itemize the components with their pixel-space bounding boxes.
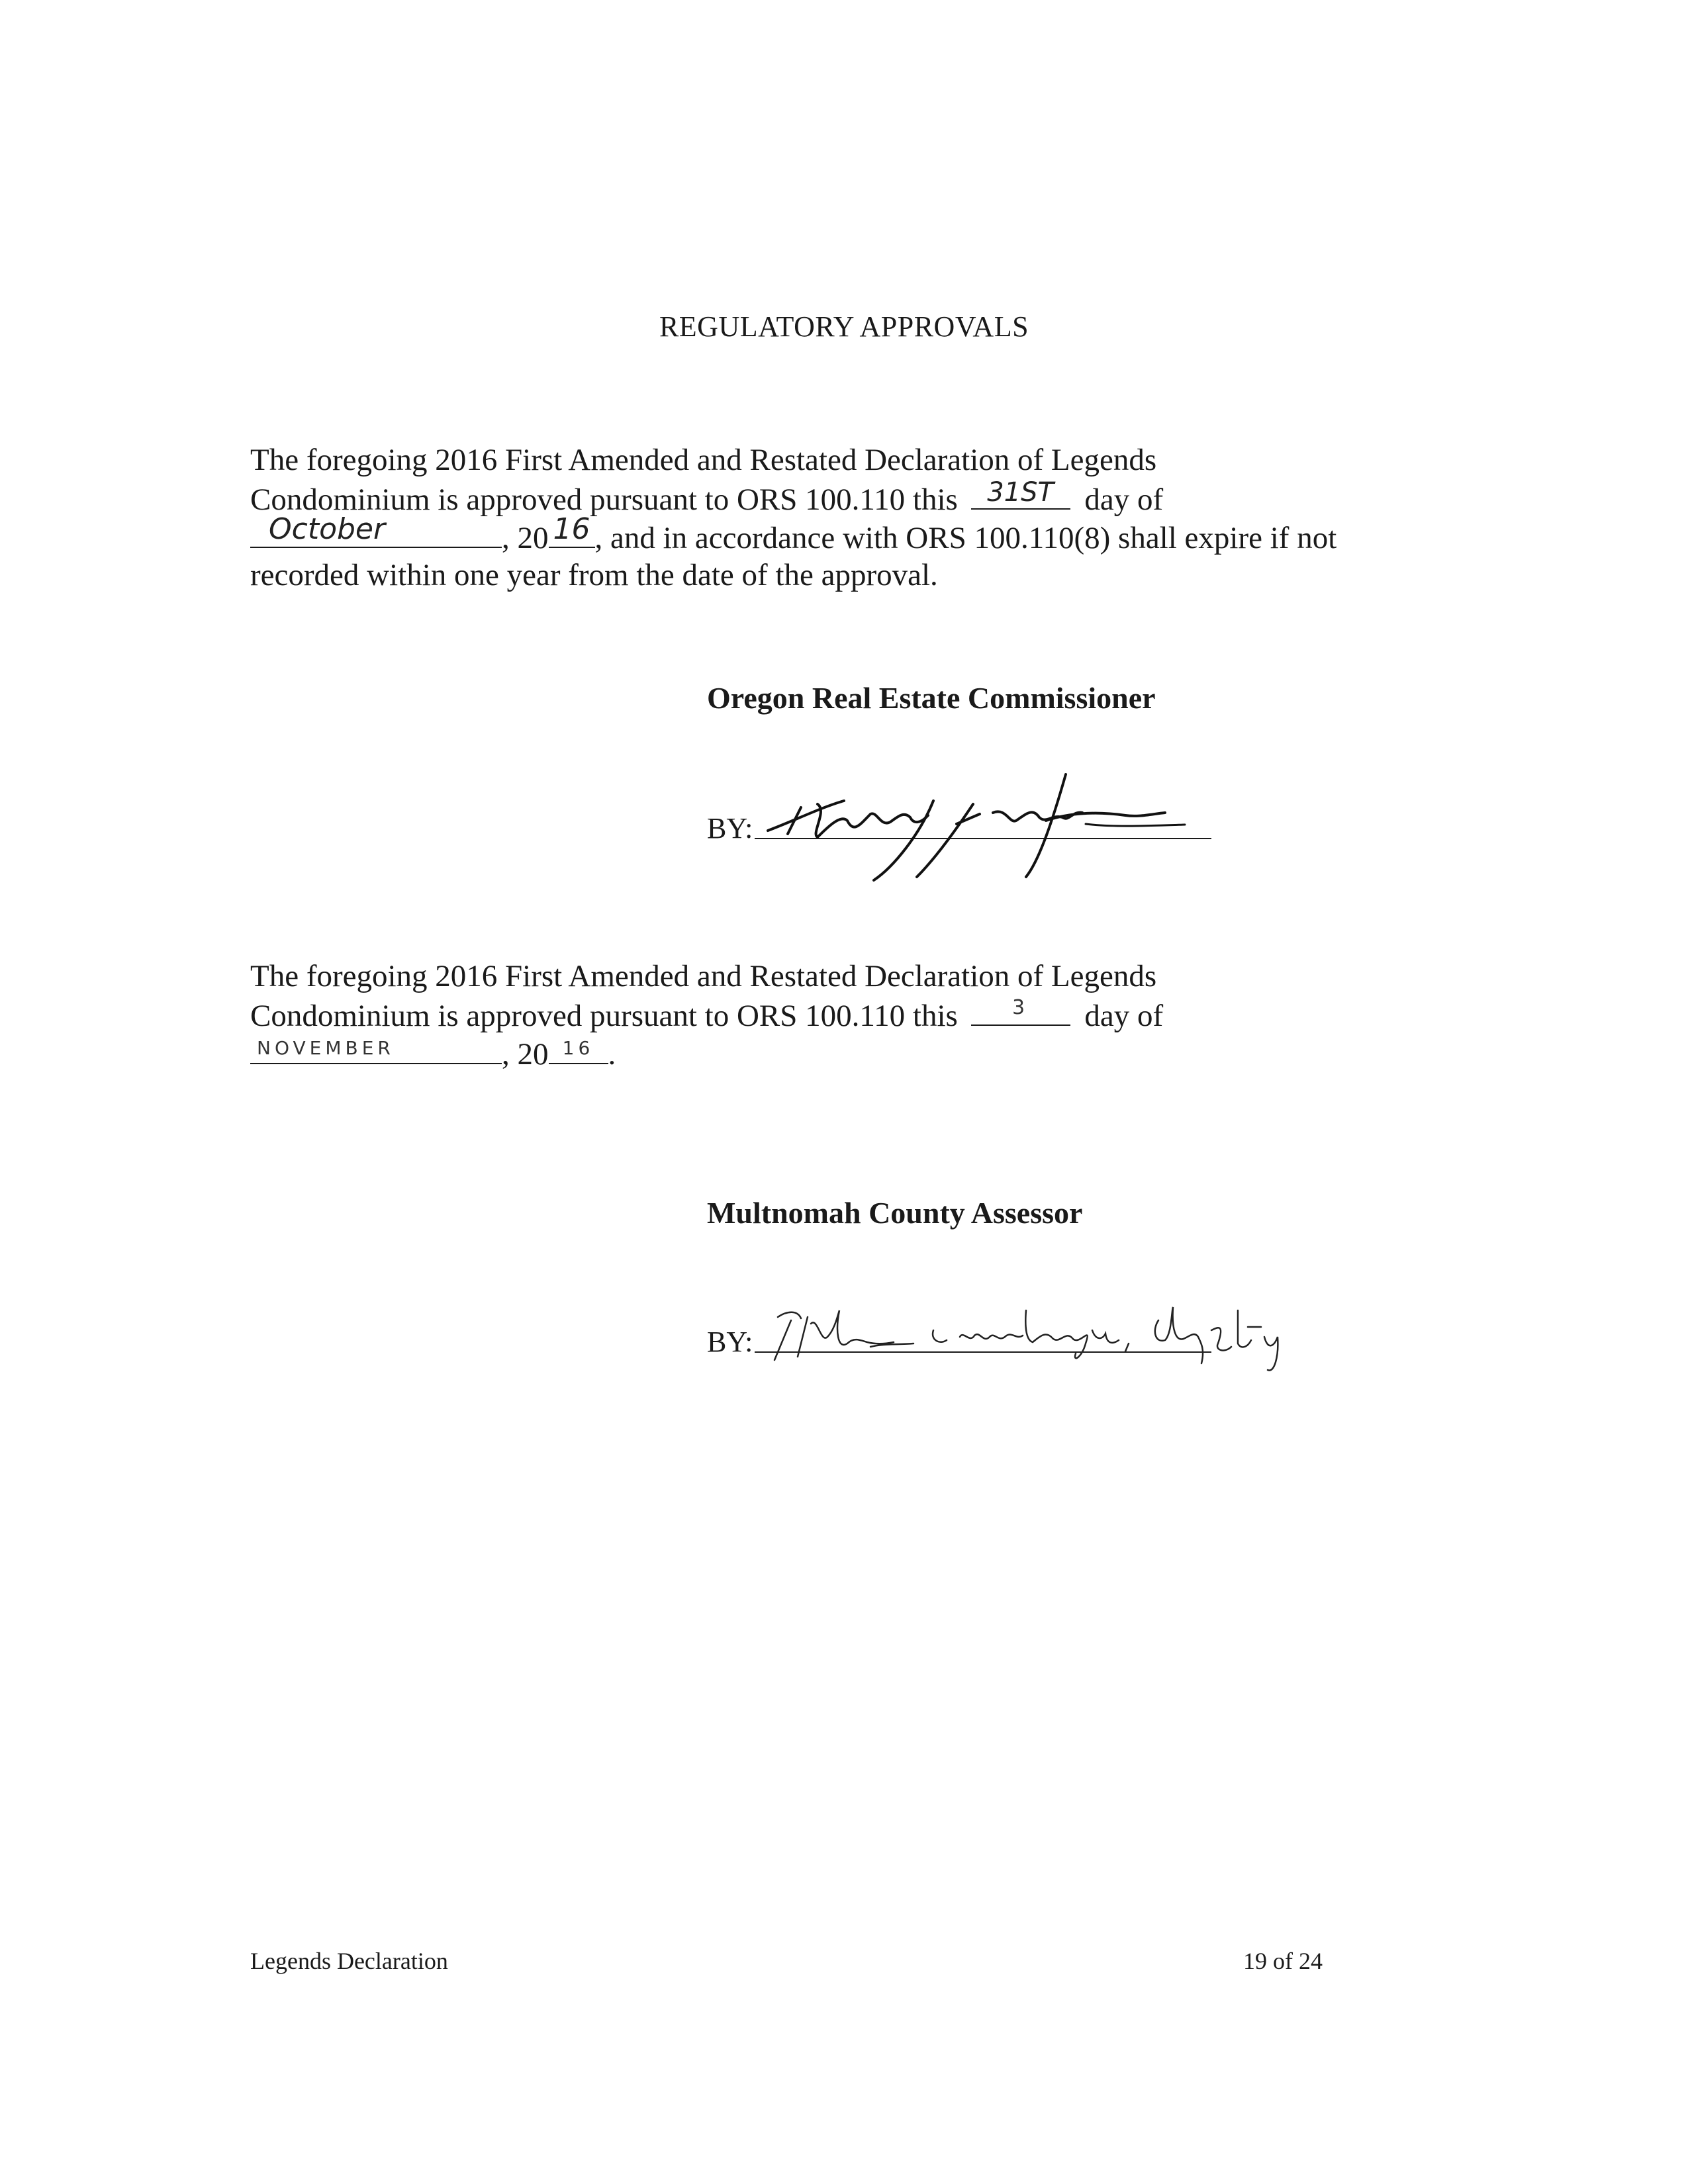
footer-page-number: 19 of 24 <box>1243 1948 1323 1974</box>
approval-1-line-3 <box>250 512 1508 556</box>
approval-1-line-1: The foregoing 2016 First Amended and Restated Declaration of Legends <box>250 443 1157 477</box>
month-blank-2[interactable] <box>250 1034 502 1064</box>
by-label: BY: <box>707 812 753 844</box>
handwritten-day: 31ST <box>987 477 1054 508</box>
handwritten-year: 16 <box>553 512 590 546</box>
day-blank-2[interactable] <box>971 995 1070 1026</box>
approval-2-day-of: day of <box>1084 999 1164 1033</box>
approval-1-day-of: day of <box>1084 482 1164 517</box>
approval-1-line-4: recorded within one year from the date of the approval. <box>250 558 938 592</box>
approval-paragraph-1 <box>250 441 1508 594</box>
handwritten-day-2: 3 <box>1012 996 1029 1019</box>
approval-paragraph-2 <box>250 957 1508 1072</box>
approval-2-line-3 <box>250 1034 1508 1072</box>
approval-2-line-1: The foregoing 2016 First Amended and Restated Declaration of Legends <box>250 959 1157 993</box>
approval-2-year-prefix: , 20 <box>502 1037 549 1071</box>
approval-1-line-2-prefix: Condominium is approved pursuant to ORS 100.110 this <box>250 482 958 517</box>
approval-1-line-3-suffix: , and in accordance with ORS 100.110(8) shall expire if not <box>594 521 1337 555</box>
signer-title-assessor: Multnomah County Assessor <box>707 1196 1083 1230</box>
month-blank[interactable] <box>250 512 502 548</box>
by-label-2: BY: <box>707 1326 753 1358</box>
signature-row-assessor <box>707 1325 753 1359</box>
handwritten-month: October <box>269 512 386 546</box>
signature-row-commissioner <box>707 811 753 845</box>
day-blank[interactable] <box>971 479 1070 510</box>
approval-2-line-2-prefix: Condominium is approved pursuant to ORS 100.110 this <box>250 999 958 1033</box>
signature-assessor-image <box>761 1291 1383 1383</box>
approval-2-end: . <box>608 1037 616 1071</box>
handwritten-month-2: NOVEMBER <box>257 1037 395 1059</box>
handwritten-year-2: 16 <box>562 1037 594 1059</box>
footer-left: Legends Declaration <box>250 1948 448 1974</box>
signature-commissioner-image <box>755 761 1231 893</box>
signer-title-commissioner: Oregon Real Estate Commissioner <box>707 681 1156 715</box>
approval-1-year-prefix: , 20 <box>502 521 549 555</box>
page-title: REGULATORY APPROVALS <box>659 310 1029 343</box>
approval-2-line-2 <box>250 995 1508 1034</box>
approval-1-line-2 <box>250 479 1508 518</box>
year-blank-2[interactable] <box>549 1034 608 1064</box>
year-blank[interactable] <box>549 512 595 548</box>
